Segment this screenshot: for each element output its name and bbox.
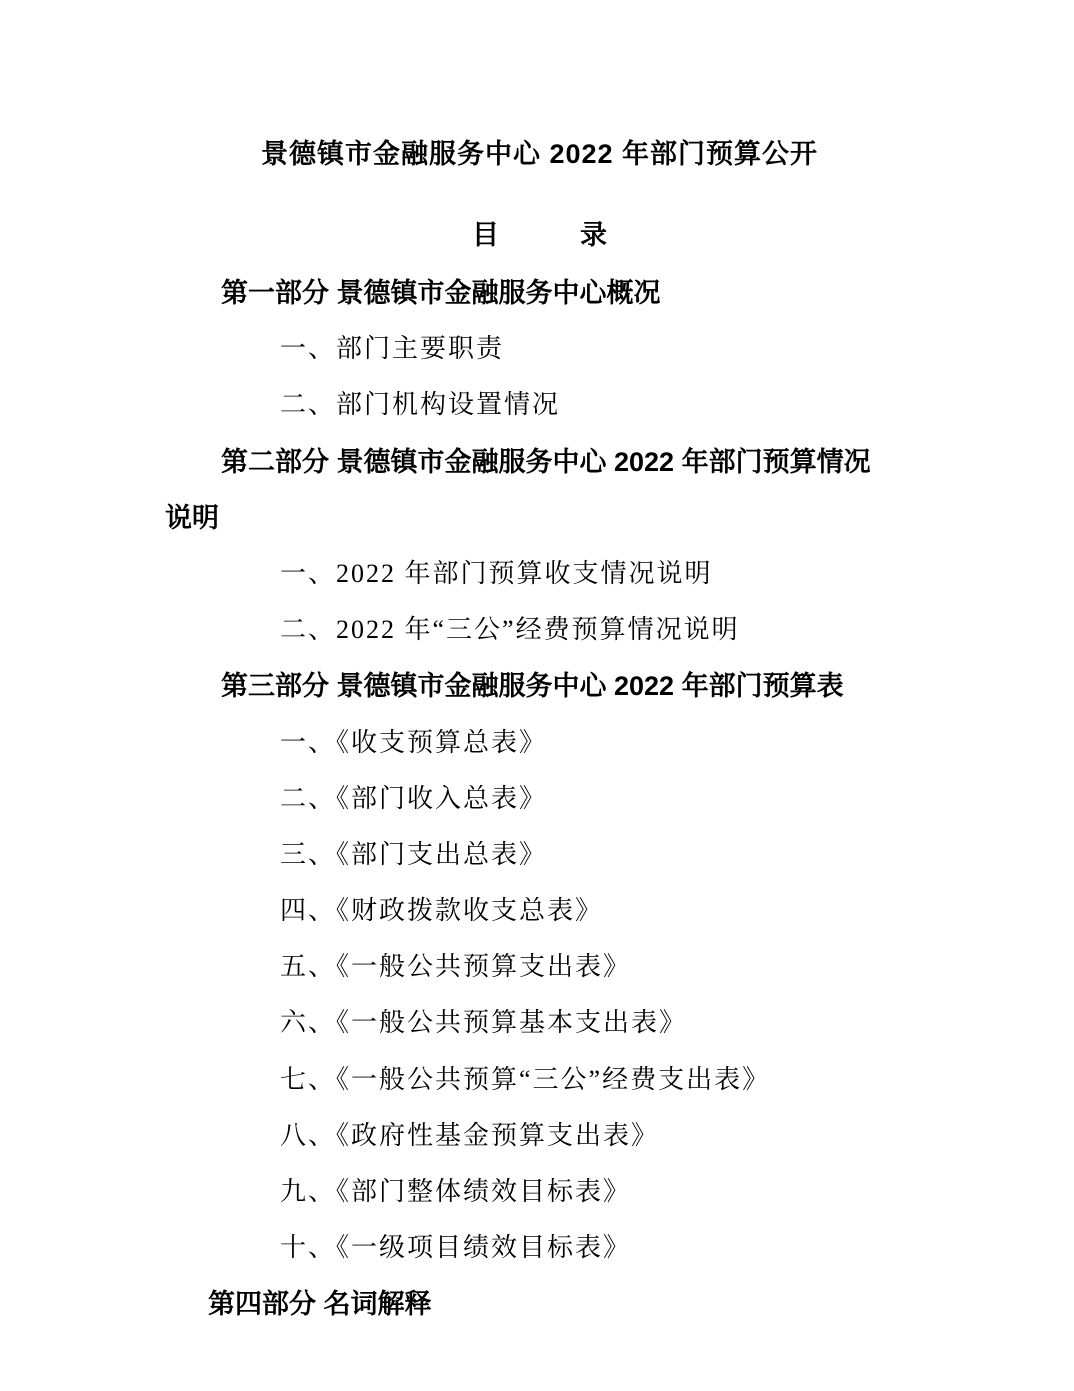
document-title: 景德镇市金融服务中心 2022 年部门预算公开 xyxy=(260,139,819,169)
toc-part3-item-3: 三、《部门支出总表》 xyxy=(280,839,548,869)
toc-part3-item-6: 六、《一般公共预算基本支出表》 xyxy=(280,1008,688,1038)
toc-part2-item-2: 二、2022 年“三公”经费预算情况说明 xyxy=(280,615,740,645)
toc-part3-item-9: 九、《部门整体绩效目标表》 xyxy=(280,1177,632,1206)
toc-part3-item-2: 二、《部门收入总表》 xyxy=(280,783,548,813)
table-of-contents xyxy=(165,265,914,1333)
toc-part2-item-1: 一、2022 年部门预算收支情况说明 xyxy=(280,558,713,588)
toc-part3-heading: 第三部分 景德镇市金融服务中心 2022 年部门预算表 xyxy=(221,671,844,702)
toc-part3-item-1: 一、《收支预算总表》 xyxy=(280,727,548,757)
toc-part4-heading: 第四部分 名词解释 xyxy=(208,1289,432,1320)
toc-part1-item-1: 一、部门主要职责 xyxy=(280,334,505,364)
toc-part3-item-8: 八、《政府性基金预算支出表》 xyxy=(280,1120,660,1150)
toc-part3-item-4: 四、《财政拨款收支总表》 xyxy=(280,896,604,926)
toc-part3-item-5: 五、《一般公共预算支出表》 xyxy=(280,952,632,982)
toc-part1-heading: 第一部分 景德镇市金融服务中心概况 xyxy=(221,278,661,308)
toc-part2-heading-line2: 说明 xyxy=(165,502,219,533)
toc-part2-heading-line1: 第二部分 景德镇市金融服务中心 2022 年部门预算情况 xyxy=(221,446,871,477)
toc-part3-item-7: 七、《一般公共预算“三公”经费支出表》 xyxy=(280,1064,771,1094)
toc-part1-item-2: 二、部门机构设置情况 xyxy=(280,390,561,420)
toc-part3-item-10: 十、《一级项目绩效目标表》 xyxy=(280,1233,632,1263)
toc-heading: 目 录 xyxy=(472,220,607,250)
